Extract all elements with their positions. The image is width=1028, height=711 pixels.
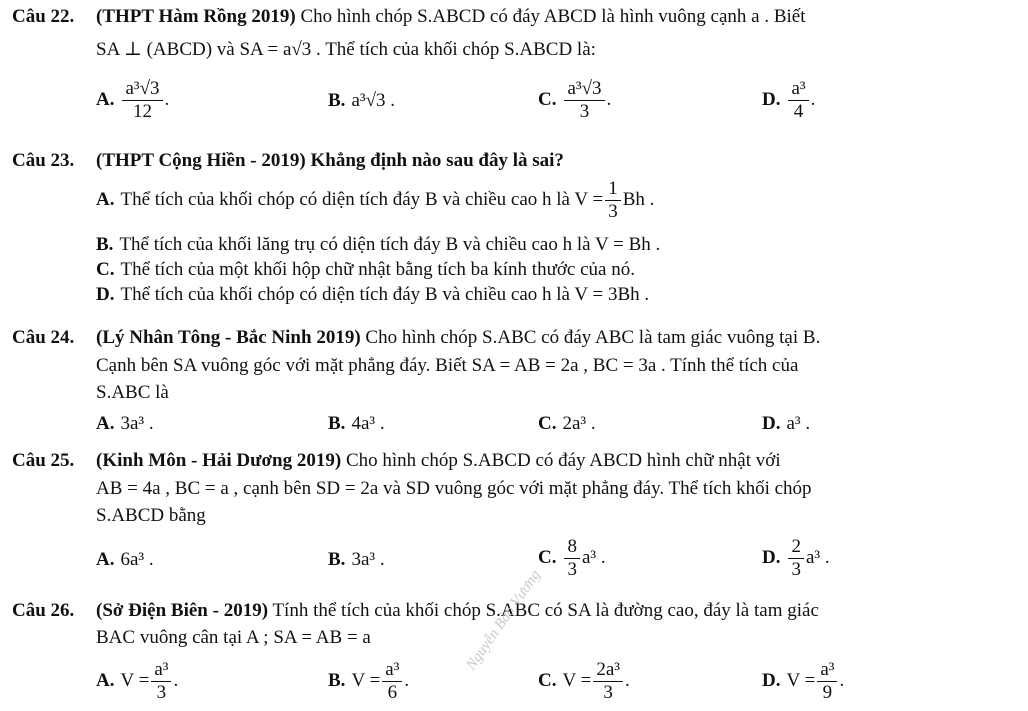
q23-option-d[interactable]: D. Thể tích của khối chóp có diện tích đáy B và chiều cao h là V = 3Bh . (96, 284, 650, 305)
watermark: Nguyễn Bảo Vương (463, 567, 544, 674)
q23-source: (THPT Cộng Hiền - 2019) (96, 150, 306, 171)
q26-line1 (12, 600, 819, 622)
q25-option-a[interactable]: A. 6a³ . (96, 549, 154, 570)
q24-option-b[interactable]: B. 4a³ . (328, 413, 385, 434)
q23-option-b[interactable]: B. Thể tích của khối lăng trụ có diện tích đáy B và chiều cao h là V = Bh . (96, 234, 661, 255)
q24-option-c[interactable]: C. 2a³ . (538, 413, 596, 434)
q22-option-a[interactable]: A. $\frac{\text{a³√3}}{12}$ . (96, 78, 170, 122)
q22-option-b[interactable]: B. a³√3 . (328, 90, 395, 111)
q26-option-a[interactable]: A. V = $\frac{\text{a³}}{3}$ . (96, 659, 179, 703)
q23-line1 (12, 150, 564, 172)
q22-line1 (12, 6, 806, 28)
q26-option-c[interactable]: C. V = $\frac{\text{2a³}}{3}$ . (538, 659, 630, 703)
q24-text1: Cho hình chóp S.ABC có đáy ABC là tam giác vuông tại B. (365, 327, 821, 348)
q23-text1: Khẳng định nào sau đây là sai? (310, 150, 564, 171)
q25-option-c[interactable]: C. $\frac{8}{3}$ a³ . (538, 536, 606, 580)
q24-source: (Lý Nhân Tông - Bắc Ninh 2019) (96, 327, 361, 348)
q22-text2: SA ⊥ (ABCD) và SA = a√3 . Thể tích của khối chóp S.ABCD là: (96, 39, 596, 60)
q25-option-d[interactable]: D. $\frac{2}{3}$ a³ . (762, 536, 830, 580)
q22-number: Câu 22. (12, 6, 75, 27)
q24-line1 (12, 327, 820, 349)
q23-option-a[interactable]: A. Thể tích của khối chóp có diện tích đáy B và chiều cao h là V = $\frac{1}{3}$ Bh . (96, 178, 655, 222)
q25-number: Câu 25. (12, 450, 75, 471)
q22-text1: Cho hình chóp S.ABCD có đáy ABCD là hình vuông cạnh a . Biết (300, 6, 806, 27)
q26-text2: BAC vuông cân tại A ; SA = AB = a (96, 627, 371, 648)
q25-option-b[interactable]: B. 3a³ . (328, 549, 385, 570)
q26-text1: Tính thể tích của khối chóp S.ABC có SA là đường cao, đáy là tam giác (272, 600, 819, 621)
q22-source: (THPT Hàm Rồng 2019) (96, 6, 296, 27)
q26-option-d[interactable]: D. V = $\frac{\text{a³}}{9}$ . (762, 659, 845, 703)
q26-number: Câu 26. (12, 600, 75, 621)
q22-option-d[interactable]: D. $\frac{\text{a³}}{4}$ . (762, 78, 816, 122)
q24-text3: S.ABC là (96, 382, 169, 403)
q25-source: (Kinh Môn - Hải Dương 2019) (96, 450, 342, 471)
q25-text1: Cho hình chóp S.ABCD có đáy ABCD hình chữ nhật với (345, 450, 781, 471)
q25-line1 (12, 450, 781, 472)
q23-number: Câu 23. (12, 150, 75, 171)
q24-number: Câu 24. (12, 327, 75, 348)
q23-option-c[interactable]: C. Thể tích của một khối hộp chữ nhật bằng tích ba kính thước của nó. (96, 259, 635, 280)
q24-option-d[interactable]: D. a³ . (762, 413, 811, 434)
q25-text3: S.ABCD bằng (96, 505, 206, 526)
q25-text2: AB = 4a , BC = a , cạnh bên SD = 2a và SD vuông góc với mặt phẳng đáy. Thể tích khối chóp (96, 478, 812, 499)
q26-option-b[interactable]: B. V = $\frac{\text{a³}}{6}$ . (328, 659, 410, 703)
q24-option-a[interactable]: A. 3a³ . (96, 413, 154, 434)
q26-source: (Sở Điện Biên - 2019) (96, 600, 269, 621)
q24-text2: Cạnh bên SA vuông góc với mặt phẳng đáy. Biết SA = AB = 2a , BC = 3a . Tính thể tích của (96, 355, 799, 376)
q22-option-c[interactable]: C. $\frac{\text{a³√3}}{3}$ . (538, 78, 612, 122)
